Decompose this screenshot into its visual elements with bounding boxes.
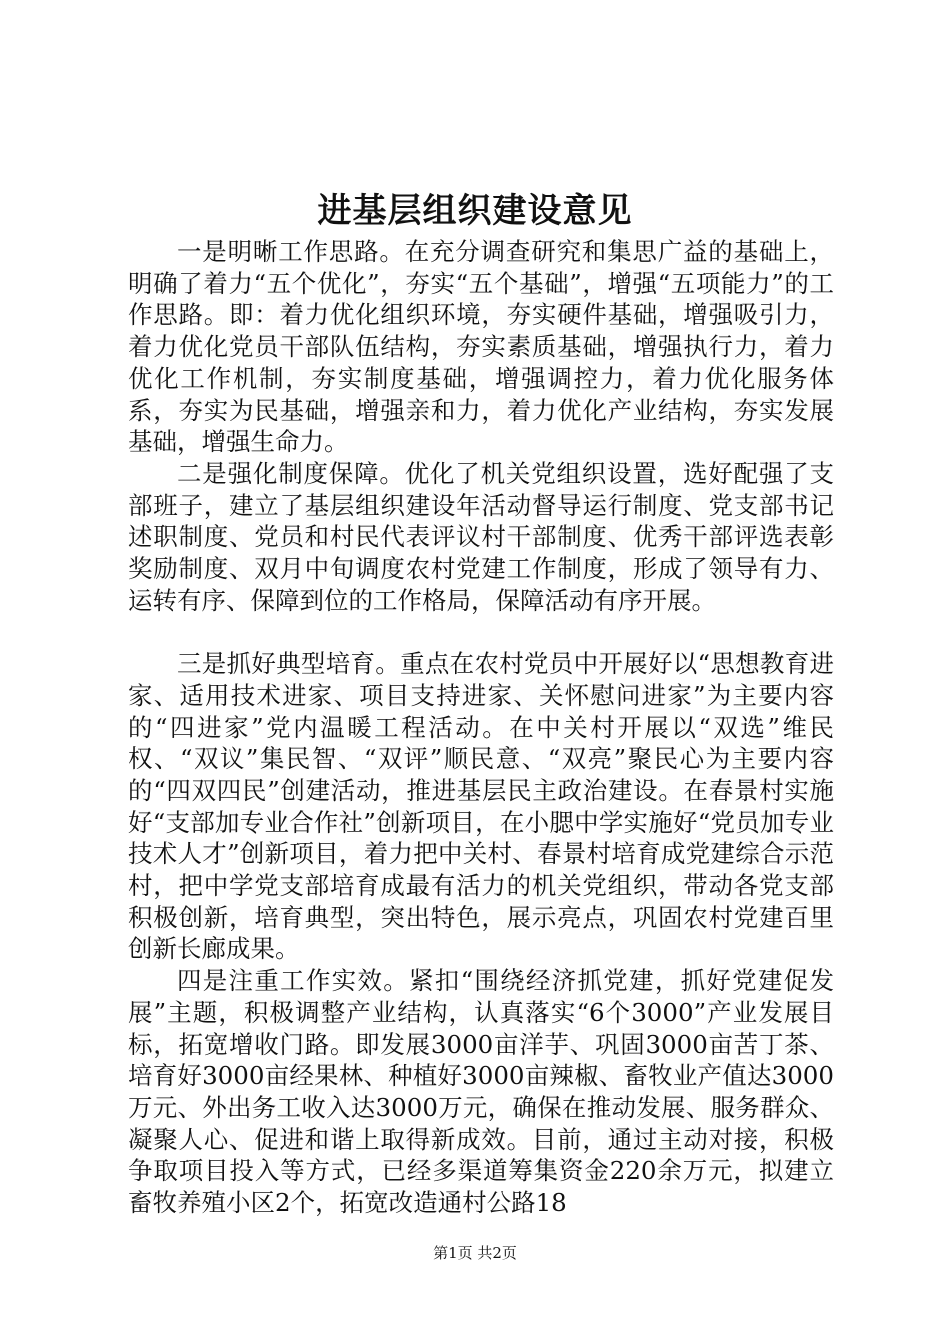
paragraph-4: 四是注重工作实效。紧扣“围绕经济抓党建，抓好党建促发展”主题，积极调整产业结构，认真落实“6个3000”产业发展目标，拓宽增收门路。即发展3000亩洋芋、巩固3000亩苦丁茶、培育好3000亩经果林、种植好3000亩辣椒、畜牧业产值达3000万元、外出务工收入达3000万元，确保在推动发展、服务群众、凝聚人心、促进和谐上取得新成效。目前，通过主动对接，积极争取项目投入等方式，已经多渠道筹集资金220余万元，拟建立畜牧养殖小区2个，拓宽改造通村公路18 bbox=[128, 966, 834, 1218]
document-body bbox=[128, 236, 834, 1219]
paragraph-2: 二是强化制度保障。优化了机关党组织设置，选好配强了支部班子，建立了基层组织建设年活动督导运行制度、党支部书记述职制度、党员和村民代表评议村干部制度、优秀干部评选表彰奖励制度、双月中旬调度农村党建工作制度，形成了领导有力、运转有序、保障到位的工作格局，保障活动有序开展。 bbox=[128, 458, 834, 615]
paragraph-1: 一是明晰工作思路。在充分调查研究和集思广益的基础上，明确了着力“五个优化”，夯实“五个基础”，增强“五项能力”的工作思路。即：着力优化组织环境，夯实硬件基础，增强吸引力，着力优化党员干部队伍结构，夯实素质基础，增强执行力，着力优化工作机制，夯实制度基础，增强调控力，着力优化服务体系，夯实为民基础，增强亲和力，着力优化产业结构，夯实发展基础，增强生命力。 bbox=[128, 237, 834, 457]
document-title: 进基层组织建设意见 bbox=[317, 191, 633, 231]
paragraph-3: 三是抓好典型培育。重点在农村党员中开展好以“思想教育进家、适用技术进家、项目支持进家、关怀慰问进家”为主要内容的“四进家”党内温暖工程活动。在中关村开展以“双选”维民权、“双议”集民智、“双评”顺民意、“双亮”聚民心为主要内容的“四双四民”创建活动，推进基层民主政治建设。在春景村实施好“支部加专业合作社”创新项目，在小腮中学实施好“党员加专业技术人才”创新项目，着力把中关村、春景村培育成党建综合示范村，把中学党支部培育成最有活力的机关党组织，带动各党支部积极创新，培育典型，突出特色，展示亮点，巩固农村党建百里创新长廊成果。 bbox=[128, 649, 834, 964]
page-footer: 第1页 共2页 bbox=[433, 1244, 517, 1262]
